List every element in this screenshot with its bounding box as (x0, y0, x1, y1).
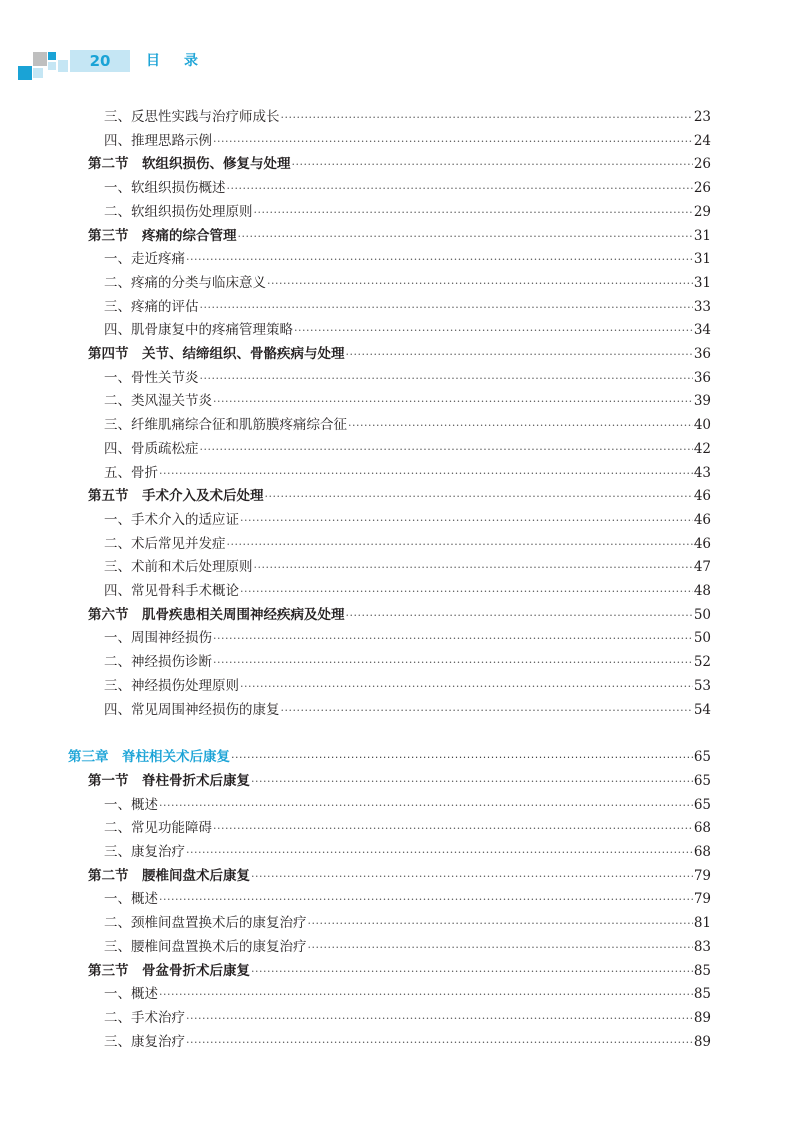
toc-page-number: 53 (693, 677, 711, 694)
toc-title: 三、康复治疗 (104, 844, 185, 860)
leader-dots (240, 676, 693, 698)
leader-dots (159, 984, 693, 1006)
toc-page-number: 43 (693, 464, 711, 481)
toc-section (88, 604, 711, 626)
leader-dots (200, 439, 693, 461)
leader-dots (346, 605, 693, 627)
leader-dots (227, 534, 693, 556)
leader-dots (294, 320, 693, 342)
toc-page-number: 83 (693, 938, 711, 955)
toc-page-number: 47 (693, 559, 711, 576)
toc-title: 第六节 肌骨疾患相关周围神经疾病及处理 (88, 606, 345, 623)
toc-title: 三、疼痛的评估 (104, 298, 199, 315)
leader-dots (254, 557, 693, 579)
leader-dots (281, 107, 693, 129)
decor-square (33, 52, 47, 66)
toc-page-number: 65 (693, 796, 711, 813)
leader-dots (265, 486, 693, 508)
toc-entry (104, 390, 711, 412)
toc-title: 一、概述 (104, 891, 158, 908)
toc-page-number: 46 (693, 511, 711, 528)
toc-page-number: 36 (693, 346, 711, 362)
toc-page-number: 33 (693, 298, 711, 315)
toc-section (88, 865, 711, 887)
leader-dots (213, 818, 693, 840)
leader-dots (238, 226, 693, 248)
toc-entry (104, 106, 711, 128)
decor-square (33, 68, 43, 78)
toc-page-number: 39 (693, 393, 711, 410)
toc-title: 四、肌骨康复中的疼痛管理策略 (104, 322, 293, 339)
toc-entry (104, 580, 711, 602)
toc-page-number: 29 (693, 203, 711, 220)
leader-dots (213, 391, 693, 413)
leader-dots (231, 747, 693, 769)
leader-dots (200, 297, 693, 319)
toc-entry (104, 627, 711, 649)
decor-square (18, 66, 32, 80)
leader-dots (251, 866, 693, 888)
toc-title: 一、概述 (104, 986, 158, 1003)
toc-title: 二、类风湿关节炎 (104, 393, 212, 410)
leader-dots (186, 1008, 693, 1030)
toc-page-number: 40 (693, 417, 711, 434)
toc-page-number: 48 (693, 583, 711, 599)
leader-dots (292, 154, 693, 176)
toc-page-number: 36 (693, 369, 711, 386)
toc-title: 第二节 腰椎间盘术后康复 (88, 867, 250, 884)
toc-page-number: 50 (693, 630, 711, 647)
leader-dots (281, 700, 693, 722)
toc-page-number: 46 (693, 488, 711, 505)
page-number: 20 (70, 50, 130, 72)
toc-title: 第四节 关节、结缔组织、骨骼疾病与处理 (88, 346, 345, 362)
toc-chapter (68, 746, 711, 768)
leader-dots (240, 581, 693, 603)
toc-page-number: 85 (693, 962, 711, 979)
toc-title: 三、反思性实践与治疗师成长 (104, 109, 280, 125)
leader-dots (159, 889, 693, 911)
leader-dots (213, 652, 693, 674)
leader-dots (308, 913, 693, 935)
toc-title: 一、周围神经损伤 (104, 630, 212, 647)
leader-dots (159, 795, 693, 817)
toc-entry (104, 509, 711, 531)
toc-page-number: 89 (693, 1033, 711, 1050)
leader-dots (227, 178, 693, 200)
toc-entry (104, 699, 711, 721)
toc-title: 二、软组织损伤处理原则 (104, 203, 253, 220)
toc-entry (104, 438, 711, 460)
leader-dots (159, 463, 693, 485)
toc-entry (104, 841, 711, 863)
toc-title: 四、常见周围神经损伤的康复 (104, 701, 280, 718)
toc-title: 二、颈椎间盘置换术后的康复治疗 (104, 915, 307, 932)
toc-page-number: 23 (693, 109, 711, 125)
toc-page-number: 79 (693, 867, 711, 884)
toc-title: 二、常见功能障碍 (104, 820, 212, 837)
toc-entry (104, 462, 711, 484)
toc-title: 四、推理思路示例 (104, 132, 212, 149)
toc-section (88, 770, 711, 792)
toc-entry (104, 130, 711, 152)
toc-entry (104, 533, 711, 555)
toc-page-number: 68 (693, 844, 711, 860)
toc-section (88, 343, 711, 365)
toc-page-number: 26 (693, 156, 711, 173)
toc-page-number: 24 (693, 132, 711, 149)
toc-page-number: 31 (693, 227, 711, 244)
toc-title: 二、术后常见并发症 (104, 535, 226, 552)
toc-title: 第五节 手术介入及术后处理 (88, 488, 264, 505)
leader-dots (267, 273, 693, 295)
toc-page-number: 50 (693, 606, 711, 623)
leader-dots (200, 368, 693, 390)
toc-title: 三、纤维肌痛综合征和肌筋膜疼痛综合征 (104, 417, 347, 434)
toc-entry (104, 817, 711, 839)
toc-title: 一、软组织损伤概述 (104, 180, 226, 197)
leader-dots (251, 961, 693, 983)
leader-dots (186, 1032, 693, 1054)
toc-page-number: 89 (693, 1009, 711, 1026)
decor-square (58, 60, 68, 72)
leader-dots (251, 771, 693, 793)
toc-title: 第三章 脊柱相关术后康复 (68, 749, 230, 766)
leader-dots (346, 344, 693, 366)
toc-entry (104, 1007, 711, 1029)
toc-page-number: 54 (693, 701, 711, 718)
toc-title: 一、手术介入的适应证 (104, 511, 239, 528)
toc-title: 一、走近疼痛 (104, 251, 185, 268)
toc-entry (104, 414, 711, 436)
toc-entry (104, 319, 711, 341)
toc-entry (104, 675, 711, 697)
toc-entry (104, 556, 711, 578)
leader-dots (254, 202, 693, 224)
toc-title: 一、骨性关节炎 (104, 369, 199, 386)
toc-page-number: 46 (693, 535, 711, 552)
leader-dots (213, 131, 693, 153)
toc-page-number: 68 (693, 820, 711, 837)
toc-page-number: 42 (693, 440, 711, 457)
leader-dots (240, 510, 693, 532)
toc-entry (104, 651, 711, 673)
toc-entry (104, 248, 711, 270)
toc-title: 第二节 软组织损伤、修复与处理 (88, 156, 291, 173)
toc-entry (104, 983, 711, 1005)
leader-dots (213, 628, 693, 650)
toc-page-number: 81 (693, 915, 711, 932)
toc-title: 三、腰椎间盘置换术后的康复治疗 (104, 938, 307, 955)
toc-page-number: 85 (693, 986, 711, 1003)
toc-section (88, 225, 711, 247)
toc-entry (104, 794, 711, 816)
toc-page-number: 31 (693, 251, 711, 268)
toc-title: 三、神经损伤处理原则 (104, 677, 239, 694)
toc-section (88, 153, 711, 175)
toc-entry (104, 912, 711, 934)
toc-entry (104, 1031, 711, 1053)
toc-title: 二、神经损伤诊断 (104, 654, 212, 671)
toc-page-number: 65 (693, 749, 711, 766)
header-title: 目录 (146, 53, 222, 69)
toc-page-number: 31 (693, 274, 711, 291)
toc-page-number: 79 (693, 891, 711, 908)
toc-page-number: 34 (693, 322, 711, 339)
decor-square (48, 52, 56, 60)
leader-dots (308, 937, 693, 959)
toc-title: 第三节 骨盆骨折术后康复 (88, 962, 250, 979)
toc-title: 二、疼痛的分类与临床意义 (104, 274, 266, 291)
toc-page-number: 65 (693, 772, 711, 789)
toc-title: 三、康复治疗 (104, 1033, 185, 1050)
toc-section (88, 960, 711, 982)
toc-entry (104, 201, 711, 223)
leader-dots (186, 249, 693, 271)
toc-entry (104, 367, 711, 389)
toc-entry (104, 272, 711, 294)
toc-section (88, 485, 711, 507)
toc-title: 三、术前和术后处理原则 (104, 559, 253, 576)
toc-entry (104, 936, 711, 958)
toc-title: 二、手术治疗 (104, 1009, 185, 1026)
toc-entry (104, 177, 711, 199)
toc-entry (104, 296, 711, 318)
toc-title: 四、骨质疏松症 (104, 440, 199, 457)
page-header (0, 0, 800, 90)
decor-square (48, 62, 56, 70)
toc-entry (104, 888, 711, 910)
leader-dots (186, 842, 693, 864)
leader-dots (348, 415, 693, 437)
toc-title: 第三节 疼痛的综合管理 (88, 227, 237, 244)
toc-title: 一、概述 (104, 796, 158, 813)
toc-title: 五、骨折 (104, 464, 158, 481)
toc-title: 第一节 脊柱骨折术后康复 (88, 772, 250, 789)
toc-title: 四、常见骨科手术概论 (104, 583, 239, 599)
toc-page-number: 52 (693, 654, 711, 671)
toc-page-number: 26 (693, 180, 711, 197)
